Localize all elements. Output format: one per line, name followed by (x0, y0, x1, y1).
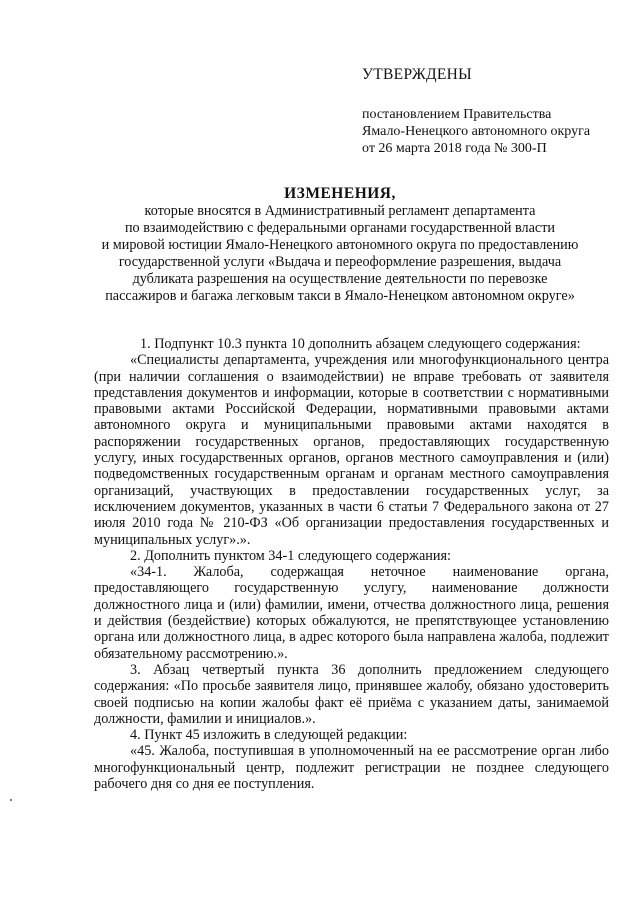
paragraph-item-2: 2. Дополнить пунктом 34-1 следующего содержания: (130, 547, 451, 564)
paragraph-quote-4: «45. Жалоба, поступившая в уполномоченный на ее рассмотрение орган либо многофункциональный центр, подлежит регистрации не позднее следующего рабочего дня со дня ее поступления. (94, 743, 609, 793)
paragraph-quote-2: «34-1. Жалоба, содержащая неточное наименование органа, предоставляющего государственную услугу, наименование должности должностного лица и (или) фамилии, имени, отчества должностного лица, решения и действия (бездействие) которых обжалуются, не препятствующее установлению органа или должностного лица, в адрес которого была направлена жалоба, подлежит обязательному рассмотрению.». (94, 564, 609, 662)
changes-subtitle-line: по взаимодействию с федеральными органами государственной власти (124, 220, 556, 236)
changes-subtitle-line: которые вносятся в Административный регламент департамента (144, 203, 536, 219)
approval-line: Ямало-Ненецкого автономного округа (362, 124, 591, 139)
changes-subtitle-line: государственной услуги «Выдача и переоформление разрешения, выдача (118, 254, 562, 270)
paragraph-quote-1: «Специалисты департамента, учреждения или многофункционального центра (при наличии соглашения о взаимодействии) не вправе требовать от заявителя представления документов и информации, которые в соответствии с нормативными правовыми актами Российской Федерации, нормативными правовыми актами автономного округа и муниципальными правовыми актами находятся в распоряжении государственных органов, предоставляющих государственную услугу, иных государственных органов, органов местного самоуправления и (или) подведомственных государственным органам и органам местного самоуправления организаций, участвующих в предоставлении государственных услуг, за исключением документов, указанных в части 6 статьи 7 Федерального закона от 27 июля 2010 года № 210-ФЗ «Об организации предоставления государственных и муниципальных услуг».». (94, 352, 609, 548)
paragraph-item-3: 3. Абзац четвертый пункта 36 дополнить предложением следующего содержания: «По просьбе заявителя лицо, принявшее жалобу, обязано удостоверить своей подписью на копии жалобы факт её приёма с указанием даты, занимаемой должности, фамилии и инициалов.». (94, 661, 609, 727)
changes-subtitle-line: и мировой юстиции Ямало-Ненецкого автономного округа по предоставлению (101, 237, 579, 253)
changes-subtitle-line: дубликата разрешения на осуществление деятельности по перевозке (132, 271, 548, 287)
paragraph-item-4: 4. Пункт 45 изложить в следующей редакции: (130, 727, 408, 744)
paragraph-item-1: 1. Подпункт 10.3 пункта 10 дополнить абзацем следующего содержания: (140, 336, 581, 352)
approval-block (362, 66, 590, 157)
changes-title: ИЗМЕНЕНИЯ, (284, 185, 396, 202)
approval-line: от 26 марта 2018 года № 300-П (362, 141, 547, 156)
document-body (94, 336, 609, 792)
approval-title: УТВЕРЖДЕНЫ (362, 66, 472, 83)
approval-line: постановлением Правительства (362, 107, 552, 122)
changes-subtitle-line: пассажиров и багажа легковым такси в Ямало-Ненецком автономном округе» (105, 288, 575, 304)
changes-header (75, 185, 605, 305)
scan-speck (10, 799, 12, 801)
